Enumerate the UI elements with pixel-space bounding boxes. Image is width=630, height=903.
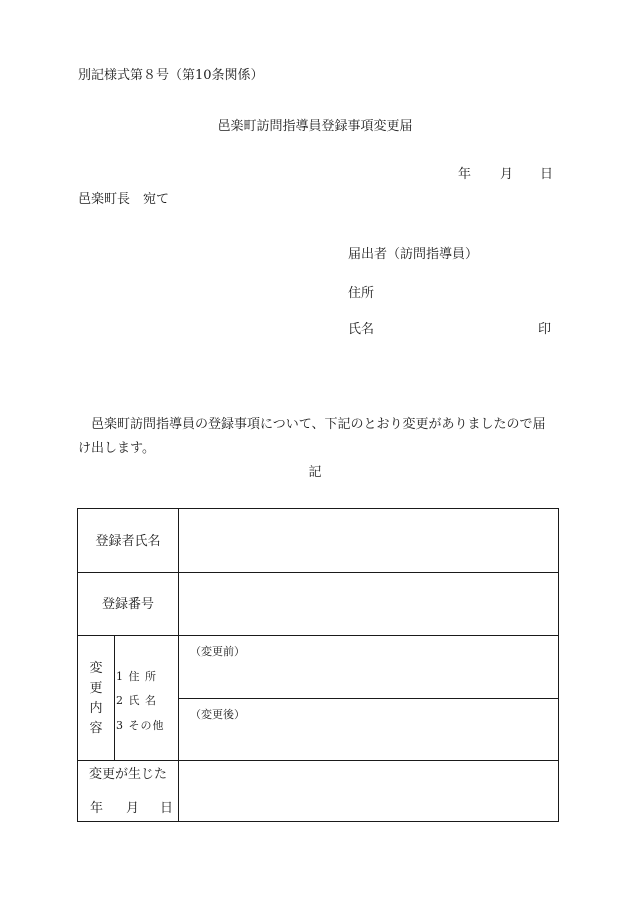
change-content-char: 容 — [89, 721, 103, 736]
date-day-label: 日 — [540, 167, 554, 182]
table-rule — [114, 635, 115, 760]
after-change-field[interactable] — [179, 699, 558, 760]
change-form-table — [77, 508, 559, 822]
change-content-char: 内 — [89, 701, 103, 716]
before-change-field[interactable] — [179, 636, 558, 698]
change-content-label — [78, 659, 114, 739]
form-number: 別記様式第８号（第10条関係） — [78, 68, 264, 83]
registrant-name-label: 登録者氏名 — [95, 534, 161, 549]
date-year-label: 年 — [458, 167, 472, 182]
change-date-day: 日 — [160, 801, 174, 816]
change-content-char: 更 — [89, 681, 103, 696]
notifier-title: 届出者（訪問指導員） — [348, 247, 479, 262]
seal-mark: 印 — [538, 322, 552, 337]
registration-number-field[interactable] — [179, 573, 558, 635]
ki-heading: 記 — [308, 465, 322, 480]
change-item-address: 1 住 所 — [116, 670, 157, 683]
change-item-name: 2 氏 名 — [116, 694, 157, 707]
registration-number-label: 登録番号 — [101, 597, 154, 612]
body-paragraph: 邑楽町訪問指導員の登録事項について、下記のとおり変更がありましたので届け出します。 — [78, 417, 546, 456]
after-change-label: （変更後） — [190, 708, 245, 721]
notifier-address-label: 住所 — [348, 286, 375, 301]
addressee: 邑楽町長 宛て — [78, 192, 170, 207]
change-date-field[interactable] — [179, 761, 558, 821]
document-title: 邑楽町訪問指導員登録事項変更届 — [217, 119, 413, 134]
change-date-year: 年 — [90, 801, 104, 816]
date-month-label: 月 — [500, 167, 514, 182]
registrant-name-field[interactable] — [179, 509, 558, 572]
notifier-name-label: 氏名 — [348, 322, 375, 337]
change-item-other: 3 その他 — [116, 719, 165, 732]
before-change-label: （変更前） — [190, 645, 245, 658]
change-date-label: 変更が生じた — [88, 767, 167, 782]
change-date-month: 月 — [126, 801, 140, 816]
change-content-char: 変 — [89, 661, 103, 676]
